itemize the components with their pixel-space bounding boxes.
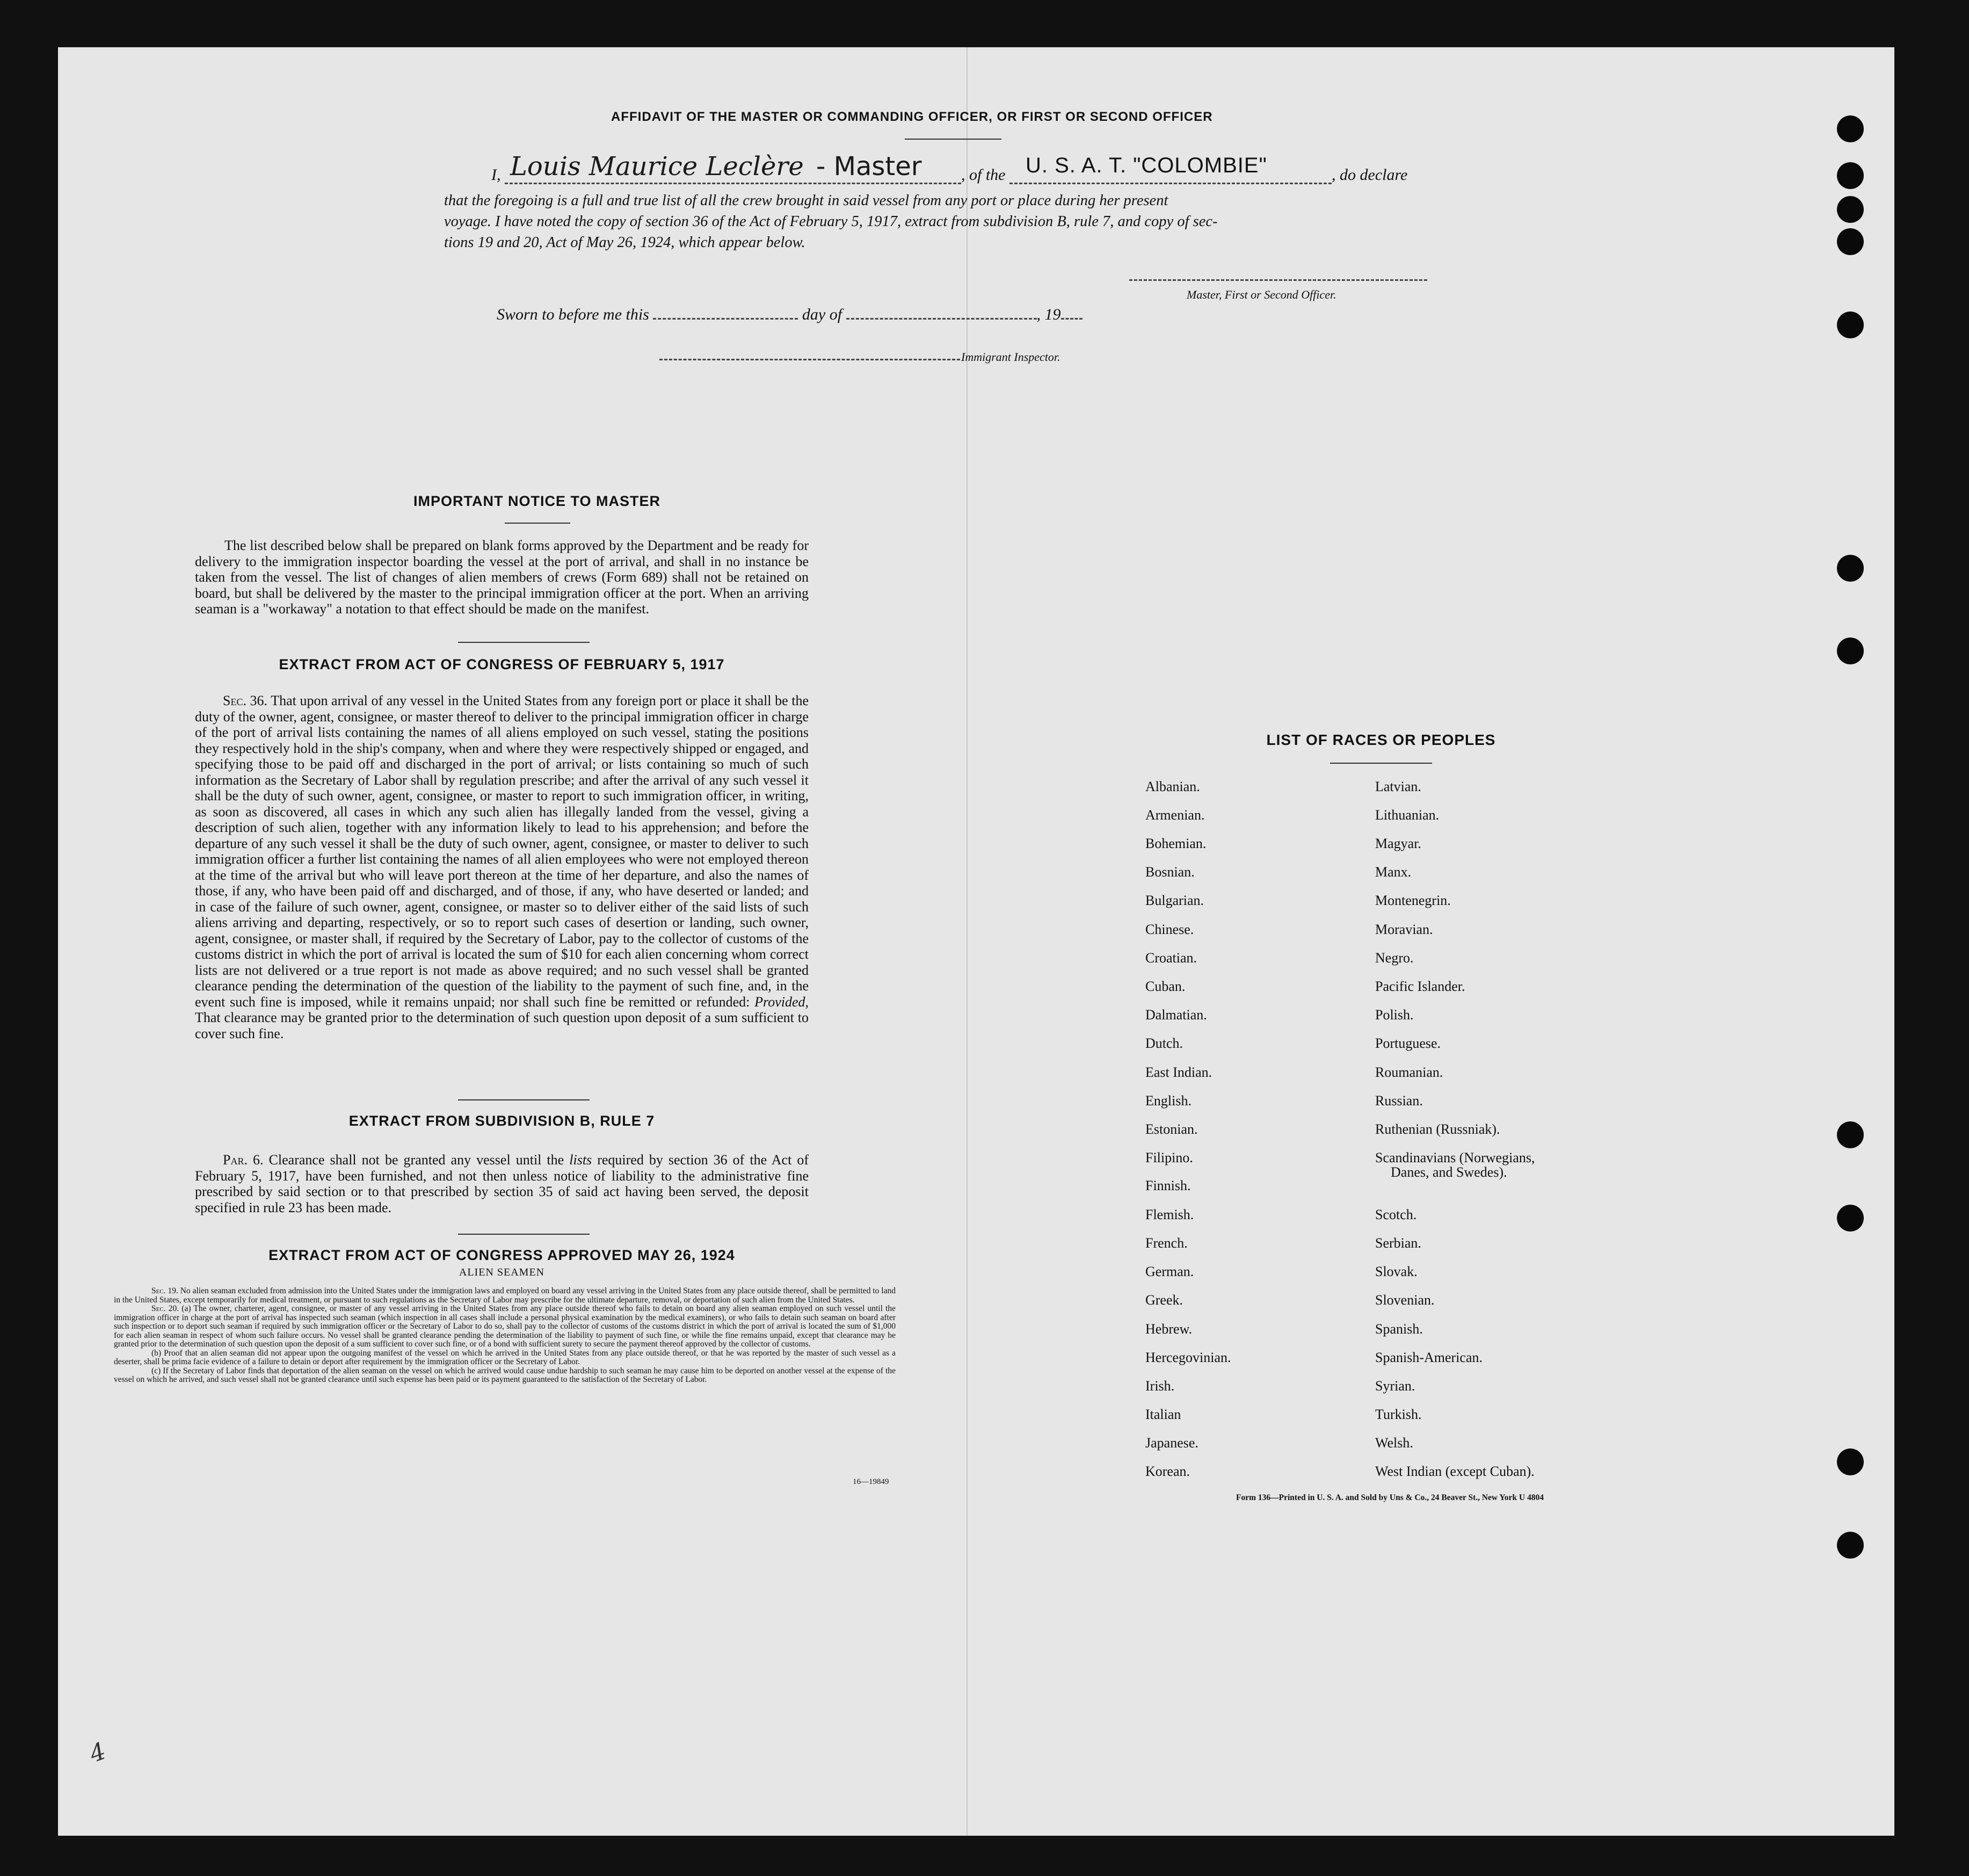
sec20b-body: (b) Proof that an alien seaman did not appear upon the outgoing manifest of the vessel on which he arrived in the United States from any place outside thereof, or that he was reported by the master of such vessel as a deserter, shall be prima facie evidence of a failure to detain or deport after requirement by the immigration officer or the Secretary of Labor. (114, 1348, 896, 1366)
extract-1917-divider (458, 1099, 590, 1100)
master-rank-handwriting: - Master (816, 151, 922, 182)
extract-1917-title: EXTRACT FROM ACT OF CONGRESS OF FEBRUARY 5, 1917 (279, 656, 725, 672)
binder-hole (1837, 312, 1864, 338)
race-item: Slovenian. (1375, 1292, 1435, 1308)
race-item: Irish. (1145, 1378, 1175, 1394)
race-item: Dutch. (1145, 1035, 1183, 1051)
race-item: German. (1145, 1264, 1194, 1279)
race-item: Dalmatian. (1145, 1007, 1207, 1023)
race-item: Negro. (1375, 950, 1414, 966)
title-underline (905, 139, 1001, 140)
rule7-text (195, 1152, 809, 1215)
sec36-body: That upon arrival of any vessel in the United States from any foreign port or place it shall be the duty of the owner, agent, consignee, or master thereof to deliver to the principal immigration officer in charge of the port of arrival lists containing the names of all aliens employed on such vessel, stating the positions they respectively hold in the ship's company, when and where they were respectively shipped or engaged, and specifying those to be paid off and discharged in the port of arrival; or lists containing so much of such information as the Secretary of Labor shall by regulation prescribe; and after the arrival of any such vessel it shall be the duty of such owner, agent, consignee, or master to report to such immigration officer, in writing, as soon as discovered, all cases in which any such alien has illegally landed from the vessel, giving a description of such alien, together with any information likely to lead to his apprehension; and before the departure of any such vessel it shall be the duty of such owner, agent, consignee, or master to deliver to such immigration officer a further list containing the names of all alien employees who were not employed thereon at the time of the arrival but who will leave port thereon at the time of her departure, and also the names of those, if any, who have been paid off and discharged, and of those, if any, who have deserted or landed; and in case of the failure of such owner, agent, consignee, or master so to deliver either of the said lists of such aliens arriving and departing, respectively, or so to report such cases of desertion or landing, such owner, agent, consignee, or master shall, if required by the Secretary of Labor, pay to the collector of customs of the customs district in which the port of arrival is located the sum of $10 for each alien concerning whom correct lists are not delivered or a true report is not made as above required; and no such vessel shall be granted clearance pending the determination of the question of the liability to the payment of such fine, and, in the event such fine is imposed, while it remains unpaid; nor shall such fine be remitted or refunded: (195, 693, 809, 1010)
extract-1924-title: EXTRACT FROM ACT OF CONGRESS APPROVED MAY 26, 1924 (268, 1247, 735, 1263)
race-item: Greek. (1145, 1292, 1183, 1308)
binder-hole (1837, 1121, 1864, 1148)
master-signature-caption: Master, First or Second Officer. (1187, 288, 1336, 301)
race-item: Ruthenian (Russniak). (1375, 1121, 1500, 1137)
inspector-signature-line[interactable] (659, 359, 960, 360)
race-item: Japanese. (1145, 1435, 1198, 1451)
notice-title: IMPORTANT NOTICE TO MASTER (413, 493, 660, 509)
day-of-label: day of (802, 306, 842, 323)
sworn-before-label: Sworn to before me this (497, 306, 649, 323)
races-underline (1330, 763, 1432, 764)
race-item: Welsh. (1375, 1435, 1413, 1451)
binder-hole (1837, 638, 1864, 664)
race-item: Polish. (1375, 1007, 1414, 1023)
race-item: Estonian. (1145, 1121, 1198, 1137)
sec20c-body: (c) If the Secretary of Labor finds that deportation of the alien seaman on the vessel on which he arrived would cause undue hardship to such seaman he may cause him to be deported on another vessel at the expense of the vessel on which he arrived, and such vessel shall not be granted clearance until such expense has been paid or its payment guaranteed to the satisfaction of the Secretary of Labor. (114, 1366, 896, 1384)
sec20a-paragraph (114, 1305, 896, 1349)
race-item: Moravian. (1375, 922, 1433, 937)
notice-underline (505, 523, 570, 524)
race-item: Croatian. (1145, 950, 1197, 966)
sworn-date-field[interactable] (653, 304, 798, 320)
affidavit-title: AFFIDAVIT OF THE MASTER OR COMMANDING OFFICER, OR FIRST OR SECOND OFFICER (611, 110, 1213, 124)
sworn-line (497, 304, 1082, 324)
race-item: Spanish-American. (1375, 1350, 1483, 1365)
extract-1917-text (195, 693, 809, 1041)
rule7-body-a: Clearance shall not be granted any vessel until the (268, 1152, 564, 1168)
master-name-field[interactable] (505, 151, 961, 184)
sec36-label: Sec. 36. (223, 693, 268, 708)
declaration-line (491, 151, 1408, 184)
vessel-name-stamp: U. S. A. T. "COLOMBIE" (1026, 154, 1267, 177)
race-item: Pacific Islander. (1375, 979, 1465, 994)
race-item: Italian (1145, 1407, 1181, 1422)
race-item: Portuguese. (1375, 1035, 1441, 1051)
sec20b-paragraph (114, 1349, 896, 1367)
notice-divider (458, 642, 590, 643)
race-item: Spanish. (1375, 1321, 1423, 1337)
declare-i: I, (491, 166, 501, 184)
master-signature-line[interactable] (1129, 279, 1427, 281)
binder-hole (1837, 196, 1864, 223)
rule7-title: EXTRACT FROM SUBDIVISION B, RULE 7 (348, 1113, 655, 1129)
race-item: Bulgarian. (1145, 893, 1204, 908)
race-item: Bohemian. (1145, 836, 1207, 851)
race-item: Hercegovinian. (1145, 1350, 1231, 1365)
race-item: Scotch. (1375, 1207, 1417, 1222)
declaration-line-2: voyage. I have noted the copy of section 36 of the Act of February 5, 1917, extract from subdivision B, rule 7, and copy of sec- (444, 213, 1218, 230)
vessel-name-field[interactable] (1009, 154, 1332, 184)
sec19-body: No alien seaman excluded from admission into the United States under the immigration laws and employed on board any vessel arriving in the United States from any place outside thereof, shall be permitted to land in the United States, except temporarily for medical treatment, or pursuant to such regulations as the Secretary of Labor may prescribe for the ultimate departure, removal, or deportation of such alien from the United States. (114, 1286, 896, 1305)
race-item: Finnish. (1145, 1178, 1191, 1193)
races-title: LIST OF RACES OR PEOPLES (1266, 731, 1496, 748)
race-item: East Indian. (1145, 1064, 1212, 1080)
year-prefix-label: , 19 (1036, 306, 1061, 323)
race-item: Chinese. (1145, 922, 1194, 937)
sec36-body-end: That clearance may be granted prior to the determination of such question upon deposit of a sum sufficient to cover such fine. (195, 1010, 809, 1041)
provided-word: Provided, (754, 994, 809, 1010)
race-item: Manx. (1375, 864, 1412, 880)
race-item: Russian. (1375, 1093, 1423, 1109)
race-item: Albanian. (1145, 779, 1200, 794)
extract-1924-text (114, 1287, 896, 1385)
rule7-body-b: required by section 36 of the Act of February 5, 1917, have been furnished, and not then unless notice of liability to the administrative fine prescribed by said section or to that prescribed by section 35 of said act having been served, the deposit specified in rule 23 has been made. (195, 1152, 809, 1215)
binder-hole (1837, 1532, 1864, 1559)
sec20c-paragraph (114, 1367, 896, 1385)
sworn-month-field[interactable] (846, 304, 1037, 320)
sworn-year-field[interactable] (1061, 304, 1082, 320)
declaration-line-3: tions 19 and 20, Act of May 26, 1924, which appear below. (444, 234, 805, 251)
alien-seamen-subtitle: ALIEN SEAMEN (459, 1266, 545, 1278)
race-item: Latvian. (1375, 779, 1421, 794)
binder-hole (1837, 162, 1864, 189)
race-item: French. (1145, 1235, 1188, 1251)
race-item: Armenian. (1145, 807, 1205, 823)
race-item: Flemish. (1145, 1207, 1194, 1222)
inspector-caption: Immigrant Inspector. (961, 350, 1060, 364)
notice-text (195, 538, 809, 617)
race-item: West Indian (except Cuban). (1375, 1464, 1535, 1479)
declaration-line-1: that the foregoing is a full and true list of all the crew brought in said vessel from any port or place during her present (444, 192, 1168, 209)
form-number: 16—19849 (853, 1477, 889, 1486)
binder-hole (1837, 1205, 1864, 1232)
race-item: Syrian. (1375, 1378, 1415, 1394)
lists-word: lists (569, 1152, 592, 1168)
binder-hole (1837, 115, 1864, 142)
sec19-label: Sec. 19. (151, 1286, 178, 1295)
sec20-label: Sec. 20. (151, 1304, 179, 1313)
declaration-body (444, 190, 1459, 253)
race-item: Turkish. (1375, 1407, 1422, 1422)
of-the-label: , of the (961, 166, 1006, 184)
race-item: Hebrew. (1145, 1321, 1193, 1337)
binder-hole (1837, 1448, 1864, 1475)
par6-label: Par. 6. (223, 1152, 264, 1168)
race-item: Korean. (1145, 1464, 1190, 1479)
race-item: Lithuanian. (1375, 807, 1440, 823)
rule7-divider (458, 1234, 590, 1235)
race-item: Bosnian. (1145, 864, 1195, 880)
binder-hole (1837, 228, 1864, 255)
race-item: Montenegrin. (1375, 893, 1451, 908)
race-item: Serbian. (1375, 1235, 1421, 1251)
race-item: Magyar. (1375, 836, 1421, 851)
notice-body: The list described below shall be prepared on blank forms approved by the Department and be ready for delivery to the immigration inspector boarding the vessel at the port of arrival, and shall in no instance be taken from the vessel. The list of changes of alien members of crews (Form 689) shall not be retained on board, but shall be delivered by the master to the principal immigration officer at the port. When an arriving seaman is a "workaway" a notation to that effect should be made on the manifest. (195, 538, 809, 617)
sec19-paragraph (114, 1287, 896, 1305)
printer-imprint: Form 136—Printed in U. S. A. and Sold by Uns & Co., 24 Beaver St., New York U 4804 (1236, 1493, 1544, 1502)
race-item: Roumanian. (1375, 1064, 1443, 1080)
race-item: Slovak. (1375, 1264, 1418, 1279)
do-declare-label: , do declare (1332, 166, 1408, 184)
race-item: English. (1145, 1093, 1191, 1109)
master-name-handwriting: Louis Maurice Leclère (510, 151, 804, 182)
page-mark: 4 (86, 1737, 110, 1769)
race-item: Danes, and Swedes). (1391, 1164, 1507, 1180)
race-item: Cuban. (1145, 979, 1186, 994)
race-item: Scandinavians (Norwegians, (1375, 1150, 1535, 1165)
race-item: Filipino. (1145, 1150, 1193, 1165)
binder-hole (1837, 555, 1864, 582)
sec20a-body: (a) The owner, charterer, agent, consignee, or master of any vessel arriving in the United States from any place outside thereof who fails to detain on board any alien seaman employed on such vessel until the immigration officer in charge at the port of arrival has inspected such seaman (which inspection in all cases shall include a personal physical examination by the medical examiners), or who fails to detain such seaman on board after such inspection or to deport such seaman if required by such immigration officer or the Secretary of Labor to do so, shall pay to the collector of customs of the customs district in which the port of arrival is located the sum of $1,000 for each alien seaman in respect of whom such failure occurs. No vessel shall be granted clearance pending the determination of the liability to payment of such fine, or while the fine remains unpaid, except that clearance may be granted prior to the determination of such question upon the deposit of a sum sufficient to cover such fine, or of a bond with sufficient surety to secure the payment thereof approved by the collector of customs. (114, 1304, 896, 1349)
